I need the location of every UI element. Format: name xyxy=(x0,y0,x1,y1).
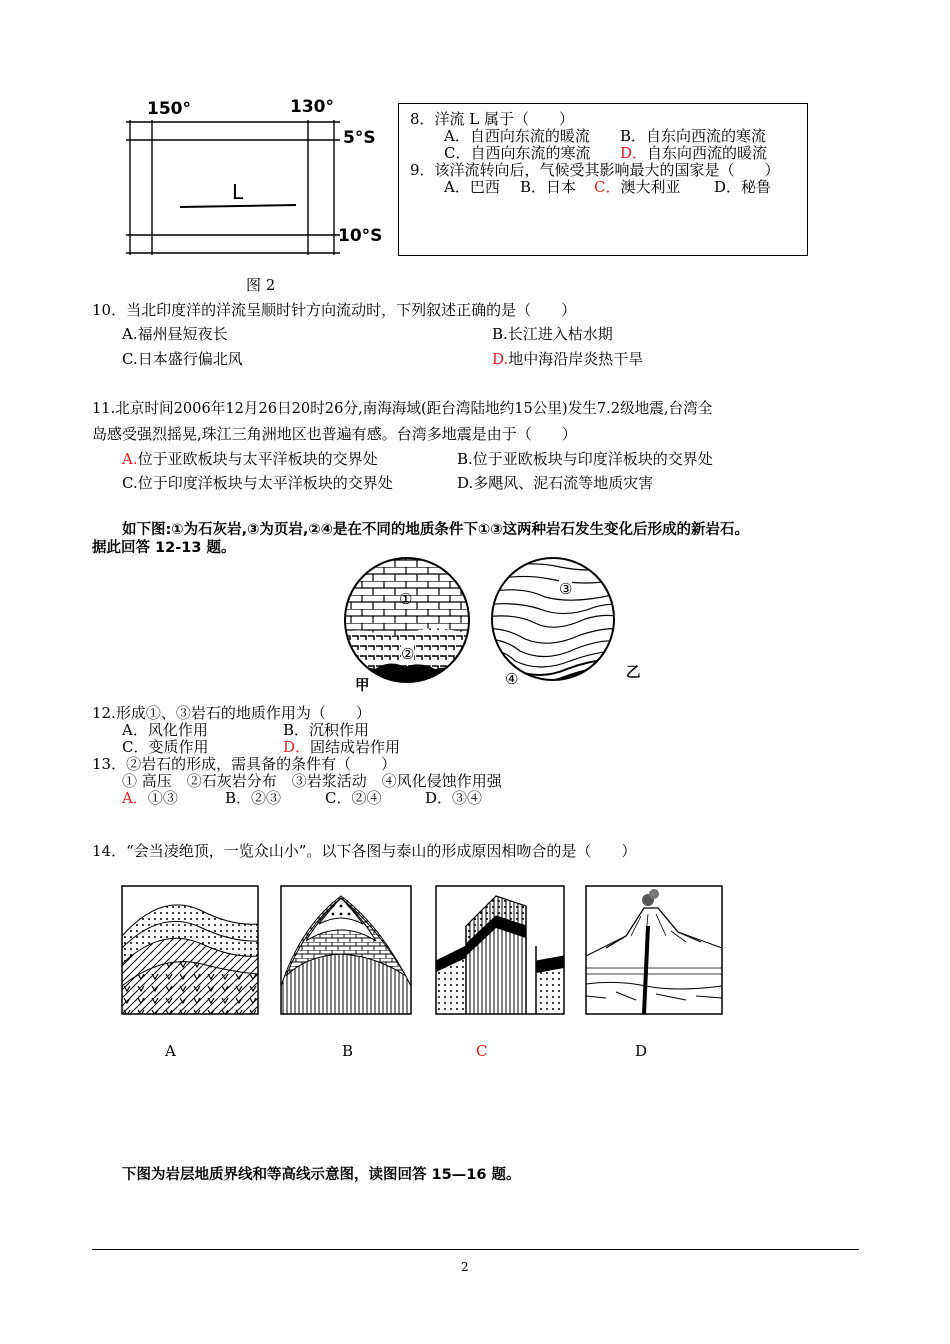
q14-figure-a xyxy=(122,886,258,1014)
q11-option-a: A.位于亚欧板块与太平洋板块的交界处 xyxy=(122,450,378,468)
q8-option-c: C．自西向东流的寒流 xyxy=(444,144,591,162)
q14-label-c: C xyxy=(476,1042,488,1060)
q8-option-b: B．自东向西流的寒流 xyxy=(620,127,767,145)
q13-option-b: B．②③ xyxy=(225,789,282,807)
rock-label-3: ③ xyxy=(559,580,573,598)
q14-label-b: B xyxy=(342,1042,354,1060)
q14-figure-c xyxy=(436,886,564,1014)
q10-option-b: B.长江进入枯水期 xyxy=(492,325,613,343)
q12-option-a: A．风化作用 xyxy=(122,721,208,739)
page-number: 2 xyxy=(461,1260,469,1274)
q11-stem-line2: 岛感受强烈摇晃,珠江三角洲地区也普遍有感。台湾多地震是由于（ ） xyxy=(92,425,577,443)
q13-option-d: D．③④ xyxy=(425,789,483,807)
rock-label-1: ① xyxy=(399,590,413,608)
q12-stem: 12.形成①、③岩石的地质作用为（ ） xyxy=(92,704,371,722)
q14-figure-d xyxy=(586,886,722,1014)
q14-figure-b xyxy=(281,886,411,1014)
q14-stem: 14．“会当凌绝顶，一览众山小”。以下各图与泰山的形成原因相吻合的是（ ） xyxy=(92,842,637,860)
q12-option-b: B．沉积作用 xyxy=(283,721,370,739)
q8-option-a: A．自西向东流的暖流 xyxy=(444,127,590,145)
q8-stem: 8．洋流 L 属于（ ） xyxy=(410,110,575,128)
q11-option-c: C.位于印度洋板块与太平洋板块的交界处 xyxy=(122,474,393,492)
lon-130-label: 130° xyxy=(290,97,334,117)
lon-150-label: 150° xyxy=(147,99,191,119)
rock-label-jia: 甲 xyxy=(355,678,370,694)
rock-label-2: ② xyxy=(401,645,415,663)
rock-label-yi: 乙 xyxy=(626,665,641,681)
q13-stem: 13．②岩石的形成，需具备的条件有（ ） xyxy=(92,755,397,773)
rock-figure xyxy=(335,553,645,693)
q11-option-d: D.多飓风、泥石流等地质灾害 xyxy=(457,474,654,492)
current-L-label: L xyxy=(232,180,244,204)
q14-label-a: A xyxy=(165,1042,176,1060)
intro-12-13-line1: 如下图:①为石灰岩,③为页岩,②④是在不同的地质条件下①③这两种岩石发生变化后形成的新岩石。 xyxy=(122,522,749,538)
q11-stem-line1: 11.北京时间2006年12月26日20时26分,南海海域(距台湾陆地约15公里)发生7.2级地震,台湾全 xyxy=(92,400,713,417)
q13-option-c: C．②④ xyxy=(325,789,382,807)
current-L-line xyxy=(180,205,296,207)
rock-label-4: ④ xyxy=(505,670,519,688)
q10-stem: 10．当北印度洋的洋流呈顺时针方向流动时，下列叙述正确的是（ ） xyxy=(92,301,577,319)
q10-option-a: A.福州昼短夜长 xyxy=(122,325,228,343)
figure2-caption: 图 2 xyxy=(246,276,276,294)
q13-conditions: ① 高压 ②石灰岩分布 ③岩浆活动 ④风化侵蚀作用强 xyxy=(122,772,502,790)
q13-option-a: A．①③ xyxy=(122,789,178,807)
q8-option-d: D．自东向西流的暖流 xyxy=(620,144,768,162)
q10-option-d: D.地中海沿岸炎热干旱 xyxy=(492,350,644,368)
lat-10s-label: 10°S xyxy=(338,226,383,246)
footer-rule xyxy=(92,1249,859,1250)
q10-option-c: C.日本盛行偏北风 xyxy=(122,350,243,368)
q12-option-c: C．变质作用 xyxy=(122,738,209,756)
q11-option-b: B.位于亚欧板块与印度洋板块的交界处 xyxy=(457,450,713,468)
q9-option-a: A．巴西 xyxy=(444,178,500,196)
q9-option-c: C．澳大利亚 xyxy=(594,178,681,196)
q12-option-d: D．固结成岩作用 xyxy=(283,738,401,756)
intro-15-16: 下图为岩层地质界线和等高线示意图，读图回答 15—16 题。 xyxy=(122,1167,521,1183)
q14-label-d: D xyxy=(635,1042,648,1060)
q9-stem: 9．该洋流转向后，气候受其影响最大的国家是（ ） xyxy=(410,161,780,179)
intro-12-13-line2: 据此回答 12-13 题。 xyxy=(92,540,236,556)
q9-option-d: D．秘鲁 xyxy=(714,178,772,196)
lat-5s-label: 5°S xyxy=(343,128,376,148)
q9-option-b: B．日本 xyxy=(520,178,577,196)
